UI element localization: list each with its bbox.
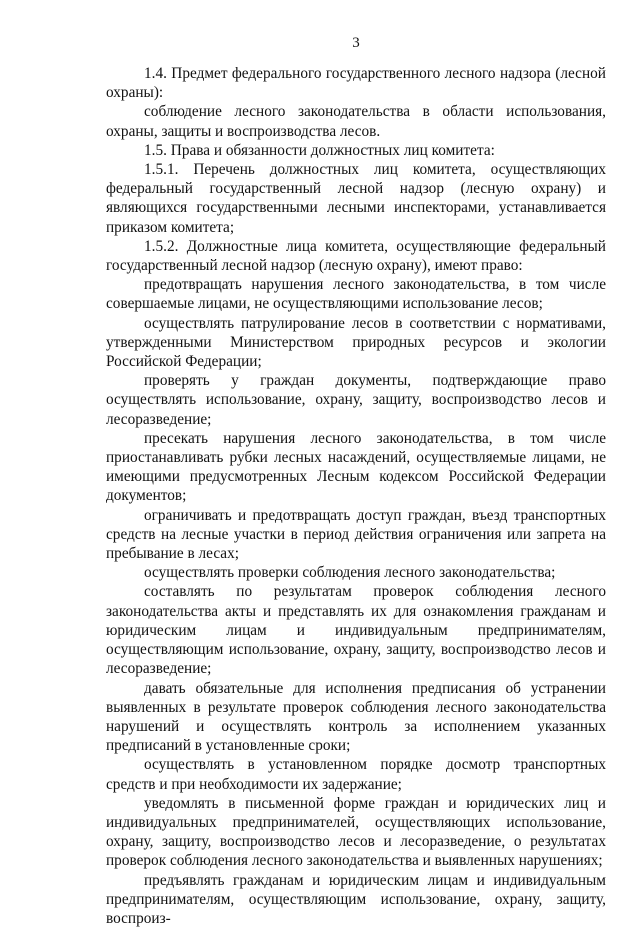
- document-page: [106, 0, 606, 927]
- paragraph: 1.5.2. Должностные лица комитета, осуществляющие федеральный государственный лесной надзор (лесную охрану), имеют право:: [106, 237, 606, 275]
- paragraph: осуществлять проверки соблюдения лесного законодательства;: [144, 564, 556, 582]
- paragraph: соблюдение лесного законодательства в области использования, охраны, защиты и воспроизводства лесов.: [106, 103, 606, 140]
- document-body: [106, 64, 606, 928]
- paragraph: составлять по результатам проверок соблюдения лесного законодательства акты и представлять их для ознакомления гражданам и юридическим лицам и индивидуальным предпринимателям, осуществляющим использование, охрану, защиту, воспроизводство лесов и лесоразведение;: [106, 583, 606, 678]
- paragraph: 1.4. Предмет федерального государственного лесного надзора (лесной охраны):: [106, 65, 606, 102]
- paragraph: пресекать нарушения лесного законодательства, в том числе приостанавливать рубки лесных насаждений, осуществляемые лицами, не имеющими предусмотренных Лесным кодексом Российской Федерации документов;: [106, 429, 606, 505]
- paragraph: ограничивать и предотвращать доступ граждан, въезд транспортных средств на лесные участки в период действия ограничения или запрета на пребывание в лесах;: [106, 506, 606, 563]
- paragraph: предотвращать нарушения лесного законодательства, в том числе совершаемые лицами, не осуществляющими использование лесов;: [106, 276, 606, 313]
- paragraph: 1.5. Права и обязанности должностных лиц комитета:: [144, 141, 495, 159]
- page-number: 3: [352, 35, 360, 51]
- paragraph: осуществлять патрулирование лесов в соответствии с нормативами, утвержденными Министерством природных ресурсов и экологии Российской Федерации;: [106, 314, 606, 371]
- paragraph: уведомлять в письменной форме граждан и юридических лиц и индивидуальных предпринимателей, осуществляющих использование, охрану, защиту, воспроизводство лесов и лесоразведение, о результатах проверок соблюдения лесного законодательства и выявленных нарушениях;: [106, 794, 606, 870]
- paragraph: давать обязательные для исполнения предписания об устранении выявленных в результате проверок соблюдения лесного законодательства нарушений и осуществлять контроль за исполнением указанных предписаний в установленные сроки;: [106, 679, 606, 755]
- paragraph: 1.5.1. Перечень должностных лиц комитета, осуществляющих федеральный государственный лесной надзор (лесную охрану) и являющихся государственными лесными инспекторами, устанавливается приказом комитета;: [106, 161, 606, 236]
- paragraph: предъявлять гражданам и юридическим лицам и индивидуальным предпринимателям, осуществляющим использование, охрану, защиту, воспроиз-: [106, 871, 606, 927]
- paragraph: осуществлять в установленном порядке досмотр транспортных средств и при необходимости их задержание;: [106, 756, 606, 793]
- paragraph: проверять у граждан документы, подтверждающие право осуществлять использование, охрану, защиту, воспроизводство лесов и лесоразведение;: [106, 372, 606, 428]
